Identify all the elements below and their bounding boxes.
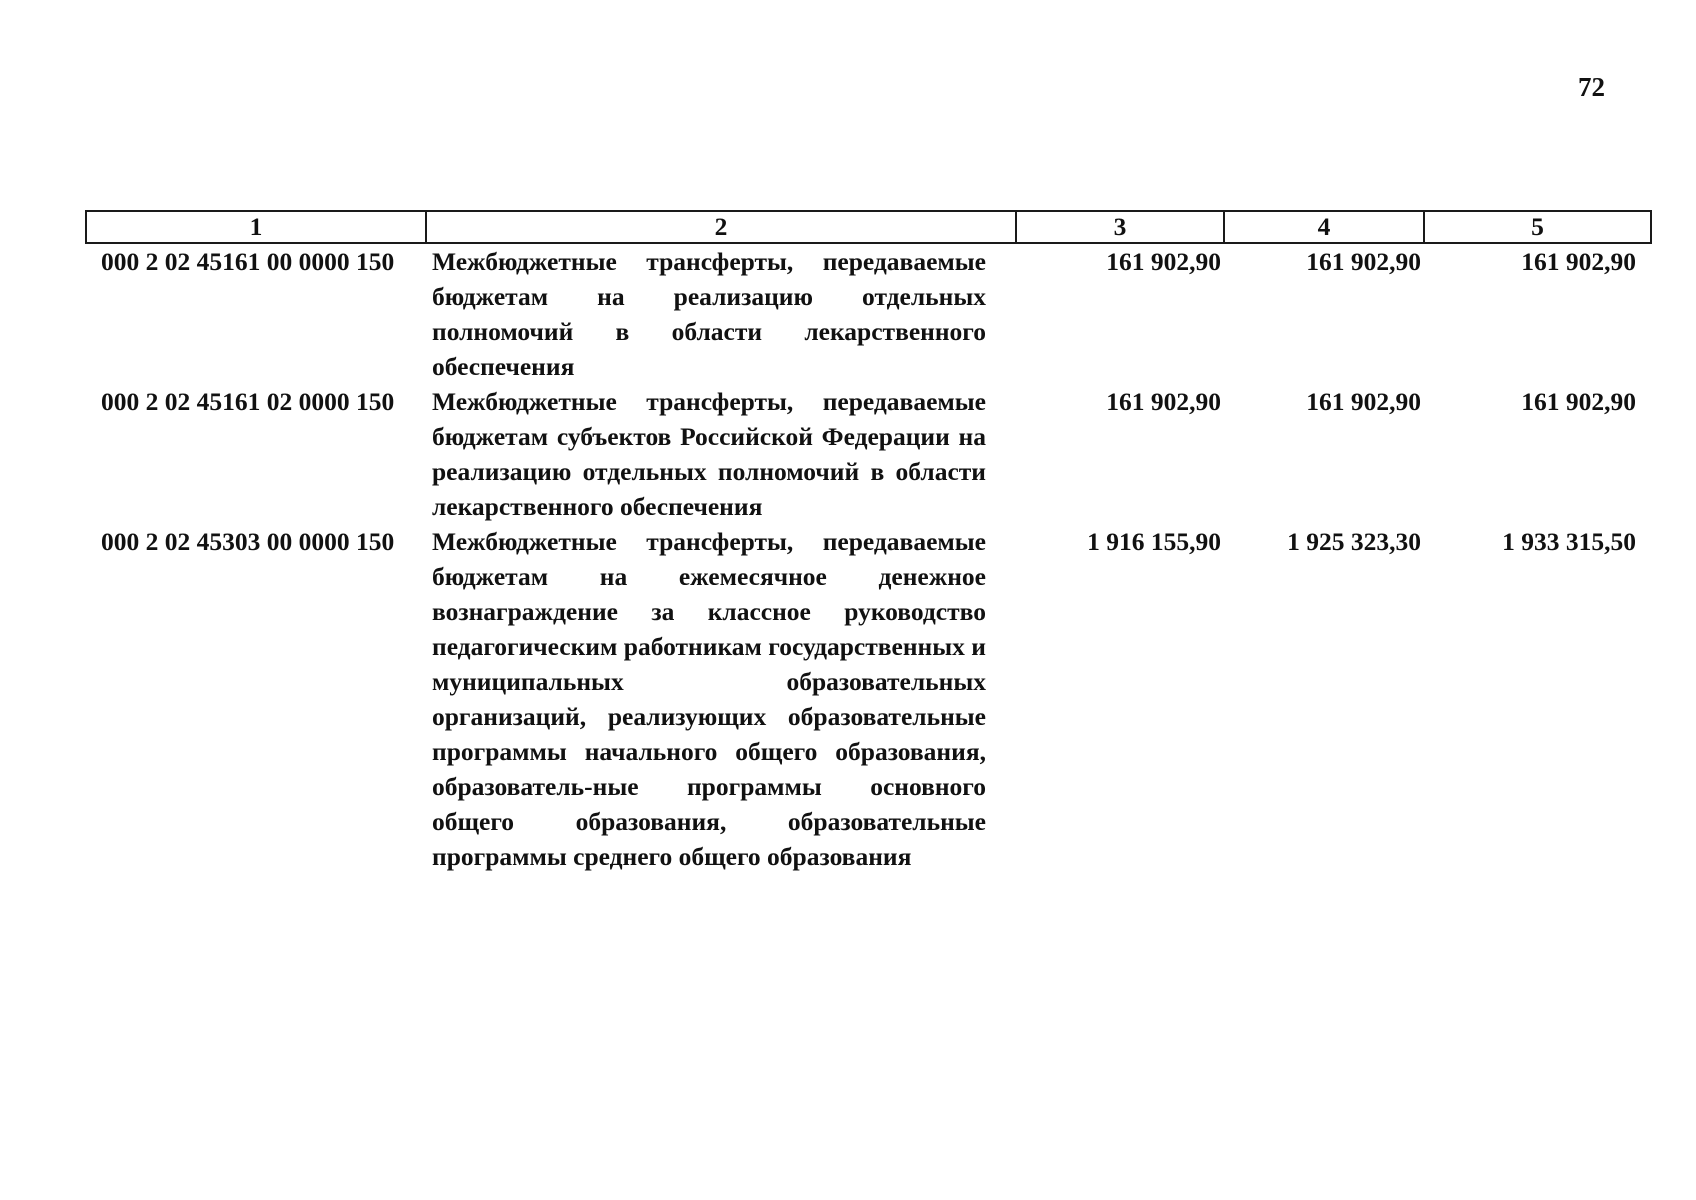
- row-description: Межбюджетные трансферты, передаваемые бюджетам субъектов Российской Федерации на реализацию отдельных полномочий в области лекарственного обеспечения: [432, 387, 986, 521]
- budget-code: 000 2 02 45161 00 0000 150: [101, 247, 395, 276]
- amount-col3: 161 902,90: [1106, 387, 1221, 416]
- amount-col3: 1 916 155,90: [1087, 527, 1221, 556]
- budget-code: 000 2 02 45303 00 0000 150: [101, 527, 395, 556]
- column-header-2: 2: [426, 211, 1016, 243]
- row-description: Межбюджетные трансферты, передаваемые бюджетам на ежемесячное денежное вознаграждение за классное руководство педагогическим работникам государственных и муниципальных образовательных организаций, реализующих образовательные программы начального общего образования, образователь-ные программы основного общего образования, образовательные программы среднего общего образования: [432, 527, 986, 871]
- amount-col4: 161 902,90: [1306, 387, 1421, 416]
- column-header-1: 1: [86, 211, 426, 243]
- amount-col4: 161 902,90: [1306, 247, 1421, 276]
- budget-code: 000 2 02 45161 02 0000 150: [101, 387, 395, 416]
- amount-col3: 161 902,90: [1106, 247, 1221, 276]
- amount-col4: 1 925 323,30: [1287, 527, 1421, 556]
- table-row: [86, 524, 1651, 874]
- table-row: [86, 243, 1651, 384]
- column-header-4: 4: [1224, 211, 1424, 243]
- table-header: [86, 211, 1651, 243]
- amount-col5: 161 902,90: [1521, 247, 1636, 276]
- budget-table: [85, 210, 1652, 874]
- header-row: [86, 211, 1651, 243]
- column-header-3: 3: [1016, 211, 1224, 243]
- amount-col5: 161 902,90: [1521, 387, 1636, 416]
- row-description: Межбюджетные трансферты, передаваемые бюджетам на реализацию отдельных полномочий в области лекарственного обеспечения: [432, 247, 986, 381]
- amount-col5: 1 933 315,50: [1502, 527, 1636, 556]
- page-number: 72: [1578, 72, 1605, 102]
- table-body: [86, 243, 1651, 874]
- column-header-5: 5: [1424, 211, 1651, 243]
- table-row: [86, 384, 1651, 524]
